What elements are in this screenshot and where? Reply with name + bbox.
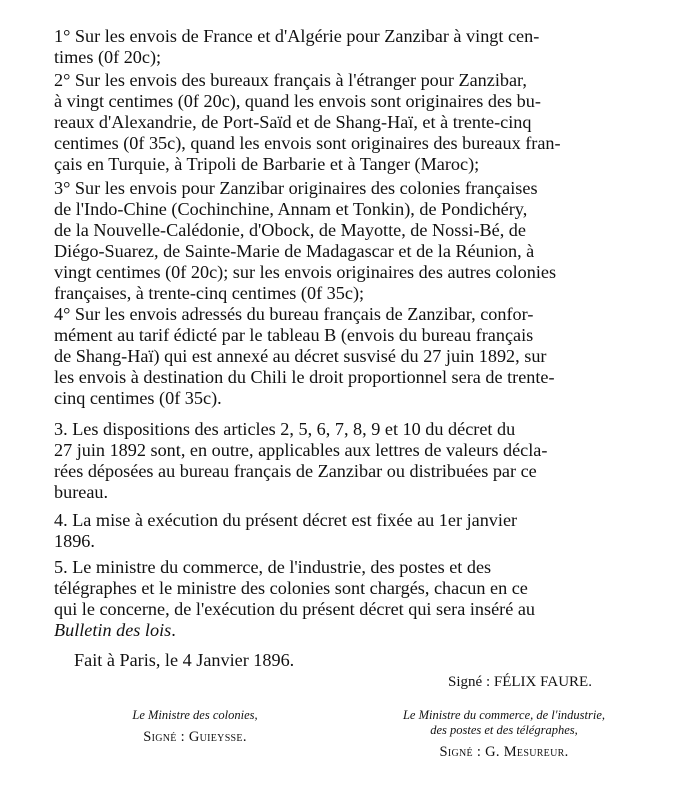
paragraph-line: 3° Sur les envois pour Zanzibar originaires des colonies françaises [54,178,538,198]
president-signature [420,672,620,692]
paragraph-line: vingt centimes (0f 20c); sur les envois originaires des autres colonies [54,262,557,283]
paragraph-line: 3. Les dispositions des articles 2, 5, 6, 7, 8, 9 et 10 du décret du [54,419,516,439]
paragraph-line: cinq centimes (0f 35c). [54,388,222,409]
colonies-minister-signature: Signé : Guieysse. [143,729,247,745]
commerce-minister-block [372,708,636,762]
colonies-minister-block [100,708,290,747]
article-5 [54,557,640,641]
paragraph-4 [54,304,640,409]
paragraph-line: 5. Le ministre du commerce, de l'industrie, des postes et des [54,557,492,577]
paragraph-line: de la Nouvelle-Calédonie, d'Obock, de Mayotte, de Nossi-Bé, de [54,220,526,241]
place-date-line: Fait à Paris, le 4 Janvier 1896. [74,650,295,670]
paragraph-line: les envois à destination du Chili le droit proportionnel sera de trente- [54,367,555,388]
president-signature-line: Signé : FÉLIX FAURE. [448,674,592,690]
paragraph-line: Diégo-Suarez, de Sainte-Marie de Madagascar et de la Réunion, à [54,241,535,262]
paragraph-line: 1896. [54,531,95,552]
paragraph-line: qui le concerne, de l'exécution du présent décret qui sera inséré au [54,599,535,620]
paragraph-line: mément au tarif édicté par le tableau B (envois du bureau français [54,325,534,346]
closing-place-date [74,650,660,671]
paragraph-line: times (0f 20c); [54,47,162,68]
paragraph-line: bureau. [54,482,109,503]
paragraph-line: centimes (0f 35c), quand les envois sont originaires des bureaux fran- [54,133,561,154]
paragraph-line: çais en Turquie, à Tripoli de Barbarie et à Tanger (Maroc); [54,154,480,175]
paragraph-line: 4. La mise à exécution du présent décret est fixée au 1er janvier [54,510,518,530]
paragraph-line-last [54,620,640,641]
colonies-minister-title: Le Ministre des colonies, [132,708,258,722]
article-3 [54,419,640,503]
bulletin-des-lois-title: Bulletin des lois [54,620,172,641]
paragraph-line: 2° Sur les envois des bureaux français à l'étranger pour Zanzibar, [54,70,527,90]
paragraph-line: de Shang-Haï) qui est annexé au décret susvisé du 27 juin 1892, sur [54,346,547,367]
paragraph-line: 27 juin 1892 sont, en outre, applicables aux lettres de valeurs décla- [54,440,548,461]
paragraph-line: reaux d'Alexandrie, de Port-Saïd et de Shang-Haï, et à trente-cinq [54,112,532,133]
paragraph-line: télégraphes et le ministre des colonies sont chargés, chacun en ce [54,578,528,599]
paragraph-line: 4° Sur les envois adressés du bureau français de Zanzibar, confor- [54,304,534,324]
commerce-minister-title-2: des postes et des télégraphes, [430,723,578,737]
commerce-minister-title-1: Le Ministre du commerce, de l'industrie, [402,708,606,722]
article-4 [54,510,640,552]
commerce-minister-signature: Signé : G. Mesureur. [439,744,569,760]
paragraph-line: à vingt centimes (0f 20c), quand les envois sont originaires des bu- [54,91,541,112]
paragraph-line: 1° Sur les envois de France et d'Algérie pour Zanzibar à vingt cen- [54,26,540,46]
paragraph-line: rées déposées au bureau français de Zanzibar ou distribuées par ce [54,461,537,482]
paragraph-line: françaises, à trente-cinq centimes (0f 35c); [54,283,365,304]
sentence-end: . [171,620,176,641]
paragraph-1 [54,26,640,68]
paragraph-3 [54,178,640,305]
paragraph-2 [54,70,640,175]
paragraph-line: de l'Indo-Chine (Cochinchine, Annam et Tonkin), de Pondichéry, [54,199,528,220]
